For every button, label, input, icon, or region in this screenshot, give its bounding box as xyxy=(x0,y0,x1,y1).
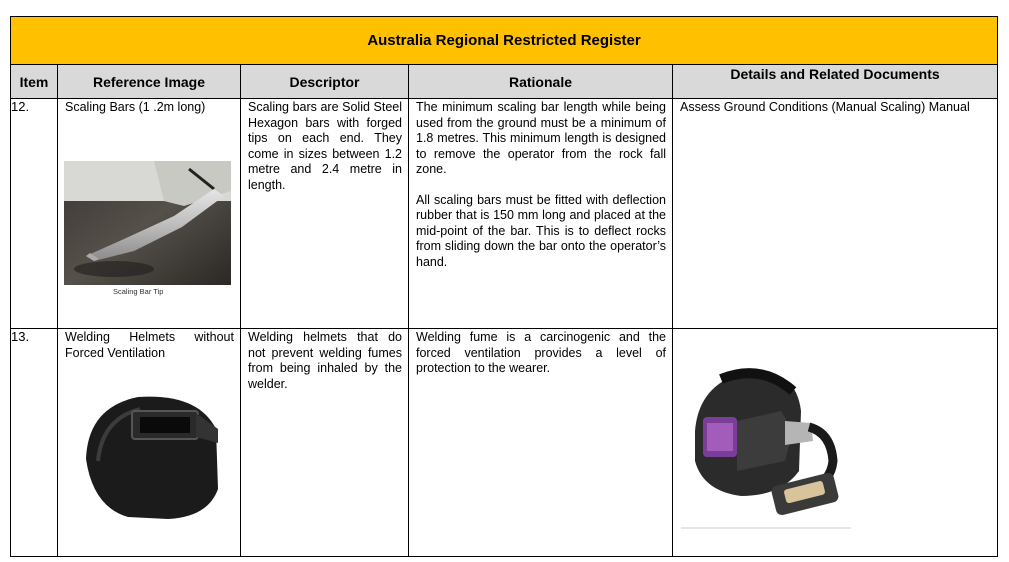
reference-cell xyxy=(58,329,241,557)
header-row xyxy=(11,65,998,99)
descriptor-text: Scaling bars are Solid Steel Hexagon bars with forged tips on each end. They come in sizes between 1.2 metre and 2.4 metre in length. xyxy=(248,100,402,192)
header-reference-image: Reference Image xyxy=(58,65,241,99)
reference-cell xyxy=(58,99,241,329)
details-text: Assess Ground Conditions (Manual Scaling) Manual xyxy=(680,100,970,114)
table-row xyxy=(11,99,998,329)
rationale-paragraph: All scaling bars must be fitted with deflection rubber that is 150 mm long and placed at the mid-point of the bar. This is to deflect rocks from sliding down the bar onto the operator’s hand. xyxy=(416,192,666,269)
header-details: Details and Related Documents xyxy=(673,65,998,99)
header-item: Item xyxy=(11,65,58,99)
scaling-bar-image xyxy=(64,161,231,285)
table-row xyxy=(11,329,998,557)
image-caption: Scaling Bar Tip xyxy=(113,287,164,296)
details-cell xyxy=(673,99,998,329)
header-descriptor: Descriptor xyxy=(241,65,409,99)
descriptor-cell xyxy=(241,99,409,329)
ventilated-helmet-image xyxy=(681,361,851,529)
item-number: 12. xyxy=(11,99,58,329)
descriptor-cell xyxy=(241,329,409,557)
reference-title: Scaling Bars (1 .2m long) xyxy=(65,100,206,114)
details-text xyxy=(673,329,997,330)
descriptor-text: Welding helmets that do not prevent welding fumes from being inhaled by the welder. xyxy=(248,330,402,391)
welding-helmet-image xyxy=(68,389,226,523)
item-number: 13. xyxy=(11,329,58,557)
rationale-paragraph: The minimum scaling bar length while being used from the ground must be a minimum of 1.8 metres. This minimum length is designed to remove the operator from the rock fall zone. xyxy=(416,100,666,176)
register-title: Australia Regional Restricted Register xyxy=(11,17,998,65)
rationale-paragraph: Welding fume is a carcinogenic and the forced ventilation provides a level of protection to the wearer. xyxy=(416,330,666,375)
details-cell xyxy=(673,329,998,557)
header-rationale: Rationale xyxy=(409,65,673,99)
reference-title: Welding Helmets without Forced Ventilation xyxy=(65,330,234,360)
rationale-cell xyxy=(409,99,673,329)
restricted-register-table xyxy=(10,16,998,557)
rationale-cell xyxy=(409,329,673,557)
